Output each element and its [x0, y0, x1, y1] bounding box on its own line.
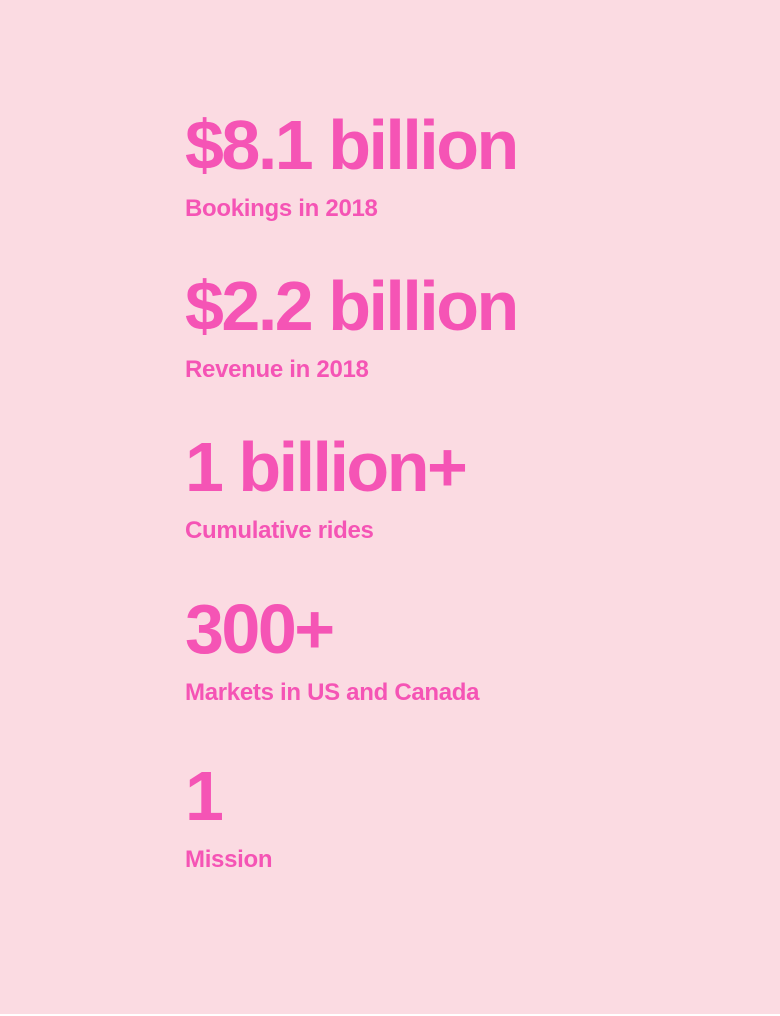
stat-block-revenue [185, 267, 517, 383]
stat-block-bookings [185, 106, 517, 222]
stat-label-bookings: Bookings in 2018 [185, 195, 378, 222]
stat-block-mission [185, 757, 273, 873]
stat-label-markets: Markets in US and Canada [185, 679, 480, 706]
stat-value-markets: 300+ [185, 590, 333, 668]
stat-label-mission: Mission [185, 846, 273, 873]
stat-block-markets [185, 590, 480, 706]
stat-value-bookings: $8.1 billion [185, 106, 517, 184]
stat-label-revenue: Revenue in 2018 [185, 356, 369, 383]
stat-value-revenue: $2.2 billion [185, 267, 517, 345]
stat-label-rides: Cumulative rides [185, 517, 374, 544]
stat-block-rides [185, 428, 466, 544]
stat-value-rides: 1 billion+ [185, 428, 466, 506]
stat-value-mission: 1 [185, 757, 222, 835]
